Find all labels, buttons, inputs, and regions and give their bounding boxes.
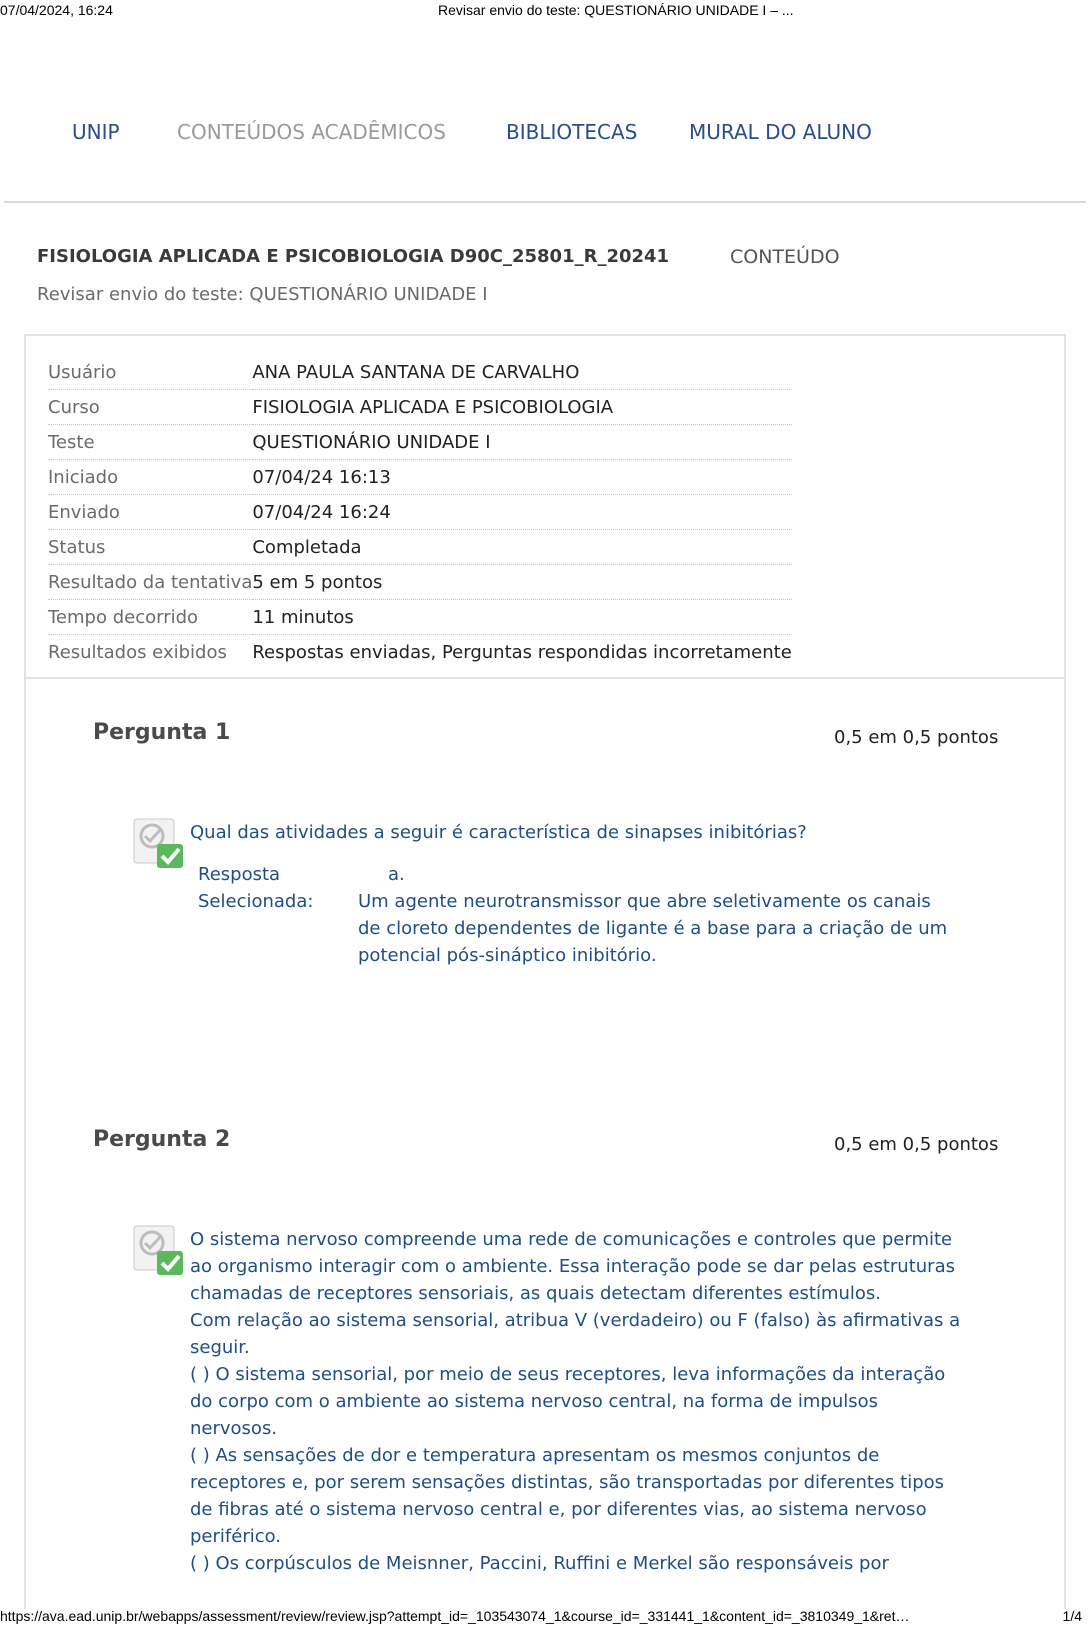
details-row (48, 495, 792, 530)
question-line: periférico. (190, 1526, 282, 1547)
details-row (48, 390, 792, 425)
answer-label-line: Resposta (198, 864, 281, 885)
question-line: ( ) O sistema sensorial, por meio de seus receptores, leva informações da interação (190, 1364, 946, 1385)
question-line: O sistema nervoso compreende uma rede de comunicações e controles que permite (190, 1229, 953, 1250)
details-value: 07/04/24 16:24 (252, 495, 791, 530)
details-row (48, 530, 792, 565)
course-title[interactable]: FISIOLOGIA APLICADA E PSICOBIOLOGIA D90C_25801_R_20241 (37, 246, 670, 267)
answer-line: de cloreto dependentes de ligante é a base para a criação de um (358, 918, 948, 939)
details-value: QUESTIONÁRIO UNIDADE I (252, 425, 791, 460)
details-label: Teste (48, 425, 252, 460)
details-value: 07/04/24 16:13 (252, 460, 791, 495)
details-value: Respostas enviadas, Perguntas respondidas incorretamente (252, 641, 792, 663)
details-label: Usuário (48, 355, 252, 390)
details-row (48, 355, 792, 390)
question-1-points: 0,5 em 0,5 pontos (834, 727, 999, 748)
question-line: seguir. (190, 1337, 250, 1358)
details-label: Resultado da tentativa (48, 565, 252, 600)
details-row (48, 565, 792, 600)
answer-line: Um agente neurotransmissor que abre seletivamente os canais (358, 891, 931, 912)
question-line: ( ) As sensações de dor e temperatura apresentam os mesmos conjuntos de (190, 1445, 880, 1466)
details-value: ANA PAULA SANTANA DE CARVALHO (252, 355, 791, 390)
question-line: ( ) Os corpúsculos de Meisnner, Paccini, Ruffini e Merkel são responsáveis por (190, 1553, 889, 1574)
print-footer (0, 1606, 1090, 1628)
answer-label (198, 861, 313, 915)
question-2-points: 0,5 em 0,5 pontos (834, 1134, 999, 1155)
question-line: de fibras até o sistema nervoso central e, por diferentes vias, ao sistema nervoso (190, 1499, 927, 1520)
details-row (48, 600, 792, 635)
correct-answer-icon (133, 818, 185, 870)
details-row (48, 635, 792, 670)
nav-mural-do-aluno[interactable]: MURAL DO ALUNO (689, 120, 872, 144)
details-row (48, 460, 792, 495)
question-line: Com relação ao sistema sensorial, atribua V (verdadeiro) ou F (falso) às afirmativas a (190, 1310, 961, 1331)
details-value: FISIOLOGIA APLICADA E PSICOBIOLOGIA (252, 390, 791, 425)
conteudo-link[interactable]: CONTEÚDO (730, 246, 840, 268)
page-subtitle: Revisar envio do teste: QUESTIONÁRIO UNIDADE I (37, 284, 488, 305)
details-value: 11 minutos (252, 600, 791, 635)
answer-letter: a. (388, 864, 405, 885)
print-header (0, 0, 1090, 22)
question-2-text (190, 1226, 970, 1577)
answer-label-line: Selecionada: (198, 891, 314, 912)
details-row (48, 425, 792, 460)
print-datetime: 07/04/2024, 16:24 (0, 2, 113, 18)
question-line: nervosos. (190, 1418, 278, 1439)
question-line: receptores e, por serem sensações distintas, são transportadas por diferentes tipos (190, 1472, 945, 1493)
details-label: Status (48, 530, 252, 565)
question-line: chamadas de receptores sensoriais, as quais detectam diferentes estímulos. (190, 1283, 881, 1304)
details-value: Completada (252, 530, 791, 565)
print-page-title: Revisar envio do teste: QUESTIONÁRIO UNIDADE I – ... (438, 2, 794, 18)
details-label: Enviado (48, 495, 252, 530)
details-value: 5 em 5 pontos (252, 565, 791, 600)
question-2-heading: Pergunta 2 (93, 1127, 231, 1152)
nav-bibliotecas[interactable]: BIBLIOTECAS (506, 120, 638, 144)
question-line: do corpo com o ambiente ao sistema nervoso central, na forma de impulsos (190, 1391, 879, 1412)
details-label: Iniciado (48, 460, 252, 495)
question-line: Qual das atividades a seguir é característica de sinapses inibitórias? (190, 822, 807, 843)
question-1-text (190, 819, 970, 846)
details-label: Tempo decorrido (48, 600, 252, 635)
details-label: Curso (48, 390, 252, 425)
details-label: Resultados exibidos (48, 641, 227, 663)
answer-line: potencial pós-sináptico inibitório. (358, 945, 657, 966)
question-1-heading: Pergunta 1 (93, 720, 231, 745)
print-page-number: 1/4 (1062, 1608, 1082, 1624)
correct-answer-icon (133, 1225, 185, 1277)
print-url: https://ava.ead.unip.br/webapps/assessment/review/review.jsp?attempt_id=_103543074_1&course_id=_331441_1&content_id=_3810349_1&ret… (0, 1608, 910, 1624)
question-line: ao organismo interagir com o ambiente. Essa interação pode se dar pelas estruturas (190, 1256, 955, 1277)
attempt-details-panel (24, 334, 1066, 679)
top-navigation (0, 120, 1090, 160)
attempt-details-table (48, 355, 792, 669)
selected-answer (358, 861, 958, 969)
nav-conteudos-academicos[interactable]: CONTEÚDOS ACADÊMICOS (177, 120, 446, 144)
nav-divider (4, 201, 1086, 203)
nav-unip[interactable]: UNIP (72, 120, 120, 144)
